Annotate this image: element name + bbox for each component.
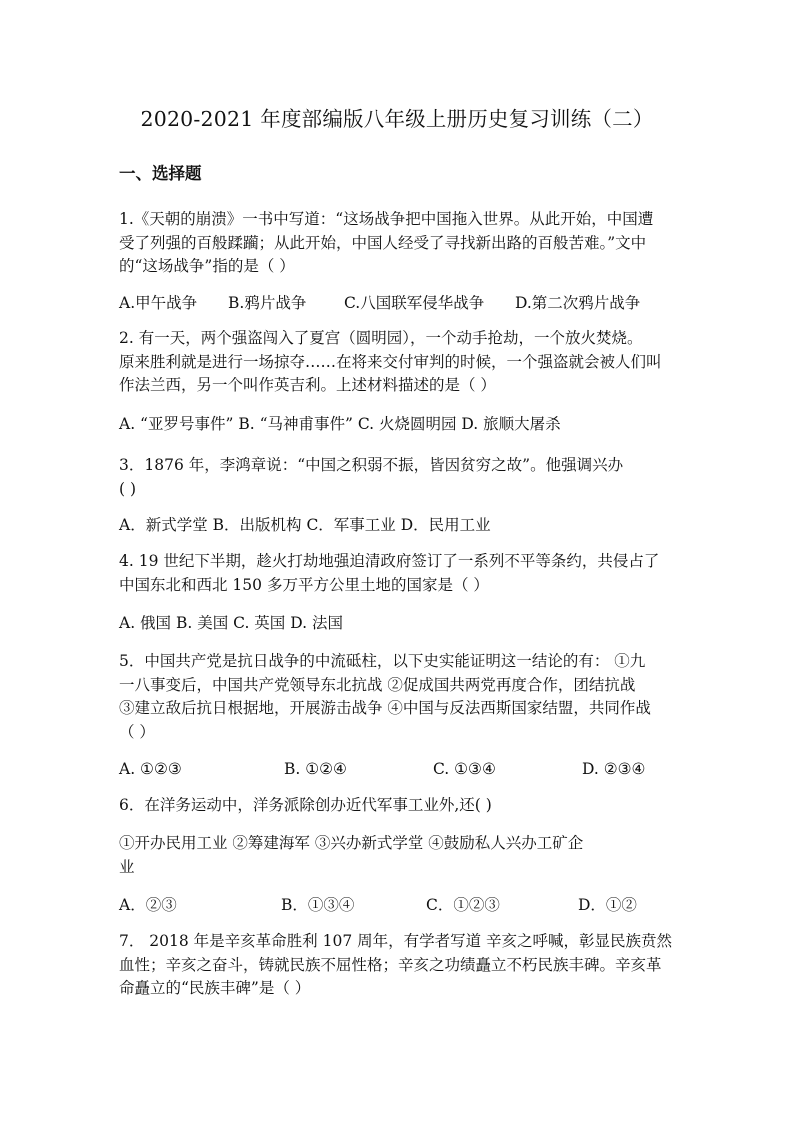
question-7-line-2: 血性；辛亥之奋斗，铸就民族不屈性格；辛亥之功绩矗立不朽民族丰碑。辛亥革 <box>119 955 662 974</box>
question-5-line-1: 5．中国共产党是抗日战争的中流砥柱，以下史实能证明这一结论的有： ①九 <box>119 652 646 670</box>
question-3-line-1: 3．1876 年，李鸿章说：“中国之积弱不振，皆因贫穷之故”。他强调兴办 <box>119 456 624 474</box>
question-4-line-2: 中国东北和西北 150 多万平方公里土地的国家是（ ） <box>119 575 489 594</box>
question-5-option-c: C. ①③④ <box>433 760 496 778</box>
question-1-option-c: C.八国联军侵华战争 <box>344 294 485 312</box>
question-3-stem <box>119 454 679 501</box>
question-5-line-2: 一八事变后，中国共产党领导东北抗战 ②促成国共两党再度合作，团结抗战 <box>119 675 636 694</box>
question-5-option-d: D. ②③④ <box>582 760 646 778</box>
question-5-line-3: ③建立敌后抗日根据地，开展游击战争 ④中国与反法西斯国家结盟，共同作战 <box>119 699 651 717</box>
question-5-stem <box>119 650 679 744</box>
question-1-option-a: A.甲午战争 <box>119 294 198 312</box>
question-1-stem <box>119 208 679 279</box>
question-1-option-d: D.第二次鸦片战争 <box>515 294 641 312</box>
question-6-statements-line-1: ①开办民用工业 ②筹建海军 ③兴办新式学堂 ④鼓励私人兴办工矿企 <box>119 834 584 852</box>
question-1-line-2: 受了列强的百般蹂躏；从此开始，中国人经受了寻找新出路的百般苦难。”文中 <box>119 233 647 252</box>
question-6-statements <box>119 832 679 879</box>
question-2-line-3: 作法兰西，另一个叫作英吉利。上述材料描述的是（ ） <box>119 376 496 394</box>
question-3-options-line: A．新式学堂 B．出版机构 C．军事工业 D．民用工业 <box>119 516 491 534</box>
question-1-option-b: B.鸦片战争 <box>228 294 307 312</box>
question-2-stem <box>119 327 679 398</box>
question-6-option-c: C．①②③ <box>426 896 500 914</box>
question-1-line-3: 的“这场战争”指的是（ ） <box>119 257 295 275</box>
question-6-option-d: D．①② <box>578 896 637 914</box>
question-4-line-1: 4. 19 世纪下半期，趁火打劫地强迫清政府签订了一系列不平等条约，共侵占了 <box>119 552 660 570</box>
question-7-line-3: 命矗立的“民族丰碑”是（ ） <box>119 979 311 997</box>
question-4-stem <box>119 550 679 597</box>
question-6-stem <box>119 794 679 818</box>
question-5-line-4: （ ） <box>119 722 155 741</box>
question-6-statements-line-2: 业 <box>119 857 135 876</box>
question-6-line-1: 6．在洋务运动中，洋务派除创办近代军事工业外,还( ) <box>119 796 492 814</box>
section-heading: 一、选择题 <box>119 164 202 183</box>
question-6-option-a: A．②③ <box>119 896 177 914</box>
document-title: 2020-2021 年度部编版八年级上册历史复习训练（二） <box>140 107 654 131</box>
question-4-options-line: A. 俄国 B. 美国 C. 英国 D. 法国 <box>119 614 343 632</box>
question-7-line-1: 7． 2018 年是辛亥革命胜利 107 周年，有学者写道 辛亥之呼喊，彰显民族贲然 <box>119 932 673 950</box>
question-2-options-line: A. “亚罗号事件” B. “马神甫事件” C. 火烧圆明园 D. 旅顺大屠杀 <box>119 415 561 433</box>
question-2-line-1: 2. 有一天，两个强盗闯入了夏宫（圆明园），一个动手抢劫，一个放火焚烧。 <box>119 329 643 347</box>
question-5-option-b: B. ①②④ <box>284 760 347 778</box>
question-7-stem <box>119 930 679 1001</box>
question-1-line-1: 1.《天朝的崩溃》一书中写道：“这场战争把中国拖入世界。从此开始，中国遭 <box>119 210 654 228</box>
question-6-option-b: B．①③④ <box>281 896 355 914</box>
question-2-line-2: 原来胜利就是进行一场掠夺……在将来交付审判的时候，一个强盗就会被人们叫 <box>119 352 662 371</box>
question-5-option-a: A. ①②③ <box>119 760 182 778</box>
question-3-line-2: ( ) <box>119 479 137 498</box>
